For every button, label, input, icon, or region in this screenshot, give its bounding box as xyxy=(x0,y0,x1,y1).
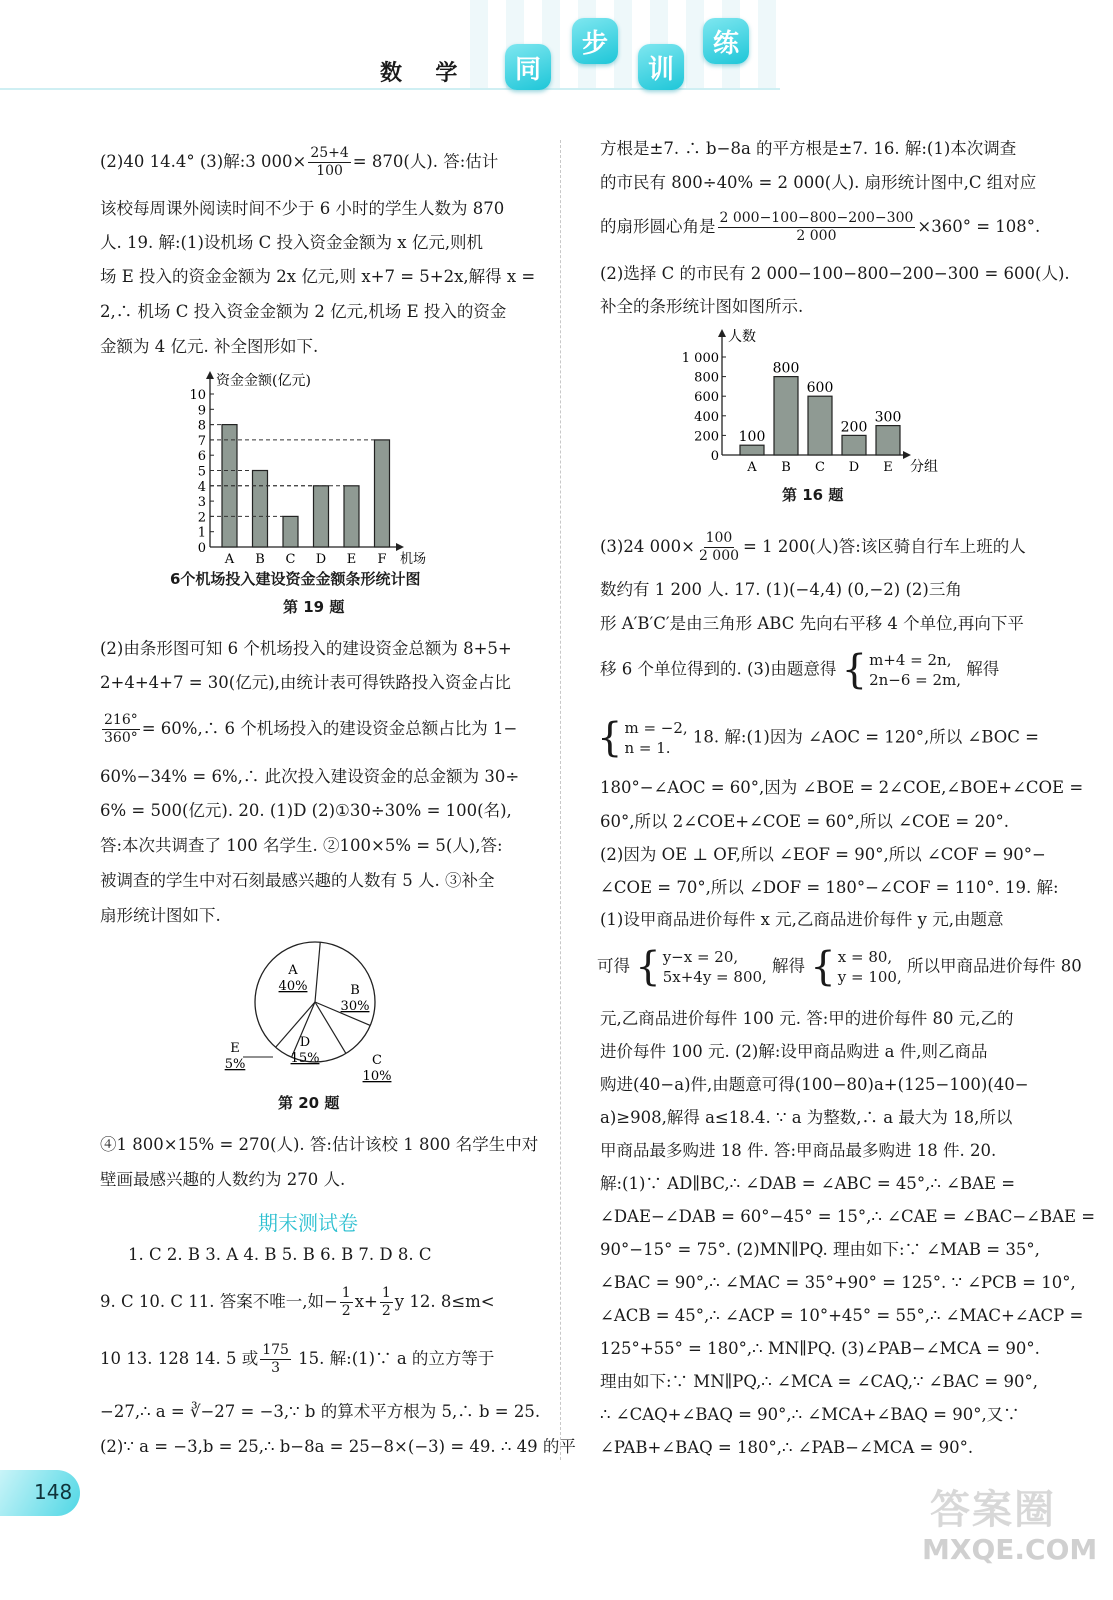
y-tick-label: 600 xyxy=(694,390,719,406)
answer-line-3: 10 13. 128 14. 5 或 $\frac{175}{3}$ 15. 解:(1)∵ a 的立方等于 xyxy=(100,1342,495,1376)
left-line-5: 2,∴ 机场 C 投入资金金额为 2 亿元,机场 E 投入的资金 xyxy=(100,302,507,321)
answer-line-4: −27,∴ a = ∛−27 = −3,∵ b 的算术平方根为 5,∴ b = 25. xyxy=(100,1402,541,1421)
right-line-25: ∠BAC = 90°,∴ ∠MAC = 35°+90° = 125°. ∵ ∠PCB = 10°, xyxy=(600,1273,1076,1292)
header-char-tong: 同 xyxy=(505,44,551,90)
right-line-5: 补全的条形统计图如图所示. xyxy=(600,297,804,316)
y-axis-label: 资金金额(亿元) xyxy=(216,373,311,389)
bar-E xyxy=(344,486,359,547)
x-axis-arrow xyxy=(396,543,404,551)
right-line-16: 可得 { y−x = 20, 5x+4y = 800, 解得 { x = 80, y = 100, 所以甲商品进价每件 80 xyxy=(597,944,1082,990)
bar-A xyxy=(740,445,764,455)
y-tick-label: 800 xyxy=(694,370,719,386)
left-line-10: 60%−34% = 6%,∴ 此次投入建设资金的总金额为 30÷ xyxy=(100,767,520,786)
right-line-24: 90°−15° = 75°. (2)MN∥PQ. 理由如下:∵ ∠MAB = 35°, xyxy=(600,1240,1040,1259)
chart-16-caption: 第 16 题 xyxy=(782,486,844,504)
bar-value-label: 600 xyxy=(806,380,834,397)
chart-20-pie xyxy=(220,940,420,1090)
left-line-2: 该校每周课外阅读时间不少于 6 小时的学生人数为 870 xyxy=(100,199,505,218)
watermark-logo: 答案圈 xyxy=(930,1487,1056,1533)
equation-system-1: { m+4 = 2n, 2n−6 = 2m, xyxy=(841,647,962,693)
bar-B xyxy=(774,377,798,455)
answer-line-5: (2)∵ a = −3,b = 25,∴ b−8a = 25−8×(−3) = 49. ∴ 49 的平 xyxy=(100,1437,576,1456)
y-tick-label: 0 xyxy=(197,541,206,556)
slice-label-C: C xyxy=(372,1053,382,1068)
right-line-17: 元,乙商品进价每件 100 元. 答:甲的进价每件 80 元,乙的 xyxy=(600,1009,1014,1028)
left-line-8: 2+4+4+7 = 30(亿元),由统计表可得铁路投入资金占比 xyxy=(100,673,511,692)
x-tick-label: F xyxy=(377,552,387,567)
right-line-18: 进价每件 100 元. (2)解:设甲商品购进 a 件,则乙商品 xyxy=(600,1042,988,1061)
y-axis-arrow xyxy=(206,371,214,379)
x-tick-label: D xyxy=(315,552,327,567)
y-tick-label: 0 xyxy=(710,449,719,464)
y-tick-label: 8 xyxy=(197,418,206,434)
bar-C xyxy=(808,396,832,455)
right-line-26: ∠ACB = 45°,∴ ∠ACP = 10°+45° = 55°,∴ ∠MAC+∠ACP = xyxy=(600,1306,1084,1325)
x-tick-label: D xyxy=(848,460,860,475)
right-line-11: 180°−∠AOC = 60°,因为 ∠BOE = 2∠COE,∠BOE+∠COE = xyxy=(600,778,1084,797)
right-line-4: (2)选择 C 的市民有 2 000−100−800−200−300 = 600(人). xyxy=(600,264,1070,283)
right-line-28: 理由如下:∵ MN∥PQ,∴ ∠MCA = ∠CAQ,∵ ∠BAC = 90°, xyxy=(600,1372,1038,1391)
y-tick-label: 9 xyxy=(197,403,206,419)
equation-system-4: { x = 80, y = 100, xyxy=(810,944,902,990)
y-tick-label: 7 xyxy=(197,433,206,449)
chart-20-caption: 第 20 题 xyxy=(278,1094,340,1112)
x-tick-label: E xyxy=(883,460,893,475)
slice-value-C: 10% xyxy=(362,1069,392,1084)
right-line-6: (3)24 000× $\frac{100}{2 000}$ = 1 200(人)答:该区骑自行车上班的人 xyxy=(600,530,1026,564)
bar-D xyxy=(314,486,329,547)
bar-value-label: 200 xyxy=(840,419,868,436)
slice-value-E: 5% xyxy=(224,1057,246,1072)
left-line-4: 场 E 投入的资金金额为 2x 亿元,则 x+7 = 5+2x,解得 x = xyxy=(100,267,536,286)
slice-label-A: A xyxy=(288,963,298,978)
answer-line-2: 9. C 10. C 11. 答案不唯一,如− $\frac{1}{2}$ x+ $\frac{1}{2}$ y 12. 8≤m< xyxy=(100,1285,495,1319)
right-line-13: (2)因为 OE ⊥ OF,所以 ∠EOF = 90°,所以 ∠COF = 90°− xyxy=(600,845,1046,864)
right-line-14: ∠COE = 70°,所以 ∠DOF = 180°−∠COF = 110°. 19. 解: xyxy=(600,878,1059,897)
y-tick-label: 4 xyxy=(197,479,206,495)
right-line-2: 的市民有 800÷40% = 2 000(人). 扇形统计图中,C 组对应 xyxy=(600,173,1037,192)
right-line-30: ∠PAB+∠BAQ = 180°,∴ ∠PAB−∠MCA = 90°. xyxy=(600,1438,974,1457)
bar-C xyxy=(283,516,298,547)
answer-line-1: 1. C 2. B 3. A 4. B 5. B 6. B 7. D 8. C xyxy=(128,1245,432,1264)
right-line-7: 数约有 1 200 人. 17. (1)(−4,4) (0,−2) (2)三角 xyxy=(600,580,962,599)
right-line-12: 60°,所以 2∠COE+∠COE = 60°,所以 ∠COE = 20°. xyxy=(600,812,1009,831)
left-line-14: 扇形统计图如下. xyxy=(100,906,221,925)
x-tick-label: B xyxy=(255,552,265,567)
chart-19-caption: 第 19 题 xyxy=(283,598,345,616)
y-tick-label: 10 xyxy=(189,388,206,403)
left-line-3: 人. 19. 解:(1)设机场 C 投入资金金额为 x 亿元,则机 xyxy=(100,233,484,252)
y-axis-label: 人数 xyxy=(728,329,756,345)
watermark-url: MXQE.COM xyxy=(922,1533,1098,1566)
right-line-10: { m = −2, n = 1. 18. 解:(1)因为 ∠AOC = 120°,所以 ∠BOC = xyxy=(597,715,1040,761)
right-line-23: ∠DAE−∠DAB = 60°−45° = 15°,∴ ∠CAE = ∠BAC−∠BAE = xyxy=(600,1207,1096,1226)
right-line-27: 125°+55° = 180°,∴ MN∥PQ. (3)∠PAB−∠MCA = 90°. xyxy=(600,1339,1040,1358)
column-divider xyxy=(560,140,561,1460)
equation-system-3: { y−x = 20, 5x+4y = 800, xyxy=(635,944,767,990)
bar-value-label: 800 xyxy=(772,360,800,377)
chart-19-bar xyxy=(180,365,450,575)
left-line-6: 金额为 4 亿元. 补全图形如下. xyxy=(100,337,319,356)
section-title-final-exam: 期末测试卷 xyxy=(258,1211,358,1235)
right-line-29: ∴ ∠CAQ+∠BAQ = 90°,∴ ∠MCA+∠BAQ = 90°,又∵ xyxy=(600,1405,1020,1424)
bar-F xyxy=(375,440,390,547)
right-line-8: 形 A′B′C′是由三角形 ABC 先向右平移 4 个单位,再向下平 xyxy=(600,614,1024,633)
right-line-1: 方根是±7. ∴ b−8a 的平方根是±7. 16. 解:(1)本次调查 xyxy=(600,139,1017,158)
slice-label-E: E xyxy=(230,1041,240,1056)
left-line-15: ④1 800×15% = 270(人). 答:估计该校 1 800 名学生中对 xyxy=(100,1135,539,1154)
y-tick-label: 2 xyxy=(197,510,206,526)
bar-E xyxy=(876,426,900,455)
x-axis-label: 分组 xyxy=(910,459,938,475)
bar-B xyxy=(253,471,268,548)
bar-D xyxy=(842,435,866,455)
slice-value-D: 15% xyxy=(290,1051,320,1066)
x-tick-label: A xyxy=(747,460,757,475)
y-tick-label: 1 xyxy=(197,525,206,541)
left-line-13: 被调查的学生中对石刻最感兴趣的人数有 5 人. ③补全 xyxy=(100,871,495,890)
chart-19-title: 6个机场投入建设资金金额条形统计图 xyxy=(170,570,421,588)
y-tick-label: 200 xyxy=(694,429,719,445)
right-line-19: 购进(40−a)件,由题意可得(100−80)a+(125−100)(40− xyxy=(600,1075,1029,1094)
right-line-21: 甲商品最多购进 18 件. 答:甲商品最多购进 18 件. 20. xyxy=(600,1141,997,1160)
left-line-12: 答:本次共调查了 100 名学生. ②100×5% = 5(人),答: xyxy=(100,836,503,855)
y-tick-label: 5 xyxy=(197,464,206,480)
y-axis-arrow xyxy=(718,329,726,337)
slice-label-B: B xyxy=(350,983,360,998)
y-tick-label: 3 xyxy=(197,495,206,511)
header-char-xun: 训 xyxy=(638,44,684,90)
equation-system-2: { m = −2, n = 1. xyxy=(597,715,688,761)
right-line-3: 的扇形圆心角是 $\frac{2 000-100-800-200-300}{2 000}$ ×360° = 108°. xyxy=(600,210,1041,244)
right-line-20: a)≥908,解得 a≤18.4. ∵ a 为整数,∴ a 最大为 18,所以 xyxy=(600,1108,1013,1127)
slice-value-B: 30% xyxy=(340,999,370,1014)
x-tick-label: C xyxy=(285,552,296,567)
header-char-bu: 步 xyxy=(572,18,618,64)
left-line-9: $\frac{216^\circ}{360^\circ}$ = 60%,∴ 6 个机场投入的建设资金总额占比为 1− xyxy=(104,712,518,746)
slice-label-D: D xyxy=(299,1035,311,1050)
bar-value-label: 300 xyxy=(874,409,902,426)
y-tick-label: 400 xyxy=(694,409,719,425)
bar-value-label: 100 xyxy=(738,429,766,446)
x-tick-label: A xyxy=(224,552,235,567)
chart-16-bar xyxy=(660,325,960,480)
page-number: 148 xyxy=(34,1480,73,1504)
x-axis-label: 机场 xyxy=(400,552,427,567)
left-line-11: 6% = 500(亿元). 20. (1)D (2)①30÷30% = 100(名), xyxy=(100,801,512,820)
header-char-lian: 练 xyxy=(703,18,749,64)
x-tick-label: B xyxy=(781,460,791,475)
y-tick-label: 6 xyxy=(197,449,206,465)
x-tick-label: E xyxy=(346,552,357,567)
right-line-9: 移 6 个单位得到的. (3)由题意得 { m+4 = 2n, 2n−6 = 2m, 解得 xyxy=(600,647,1000,693)
subject-title: 数 学 xyxy=(380,61,464,86)
slice-value-A: 40% xyxy=(278,979,308,994)
right-line-22: 解:(1)∵ AD∥BC,∴ ∠DAB = ∠ABC = 45°,∴ ∠BAE = xyxy=(600,1174,1016,1193)
right-line-15: (1)设甲商品进价每件 x 元,乙商品进价每件 y 元,由题意 xyxy=(600,910,1004,929)
x-tick-label: C xyxy=(815,460,825,475)
y-tick-label: 1 000 xyxy=(681,351,719,366)
left-line-16: 壁画最感兴趣的人数约为 270 人. xyxy=(100,1170,346,1189)
left-line-7: (2)由条形图可知 6 个机场投入的建设资金总额为 8+5+ xyxy=(100,639,512,658)
left-line-1: (2)40 14.4° (3)解:3 000× $\frac{25+4}{100}$ = 870(人). 答:估计 xyxy=(100,145,499,179)
x-axis-arrow xyxy=(903,451,911,459)
